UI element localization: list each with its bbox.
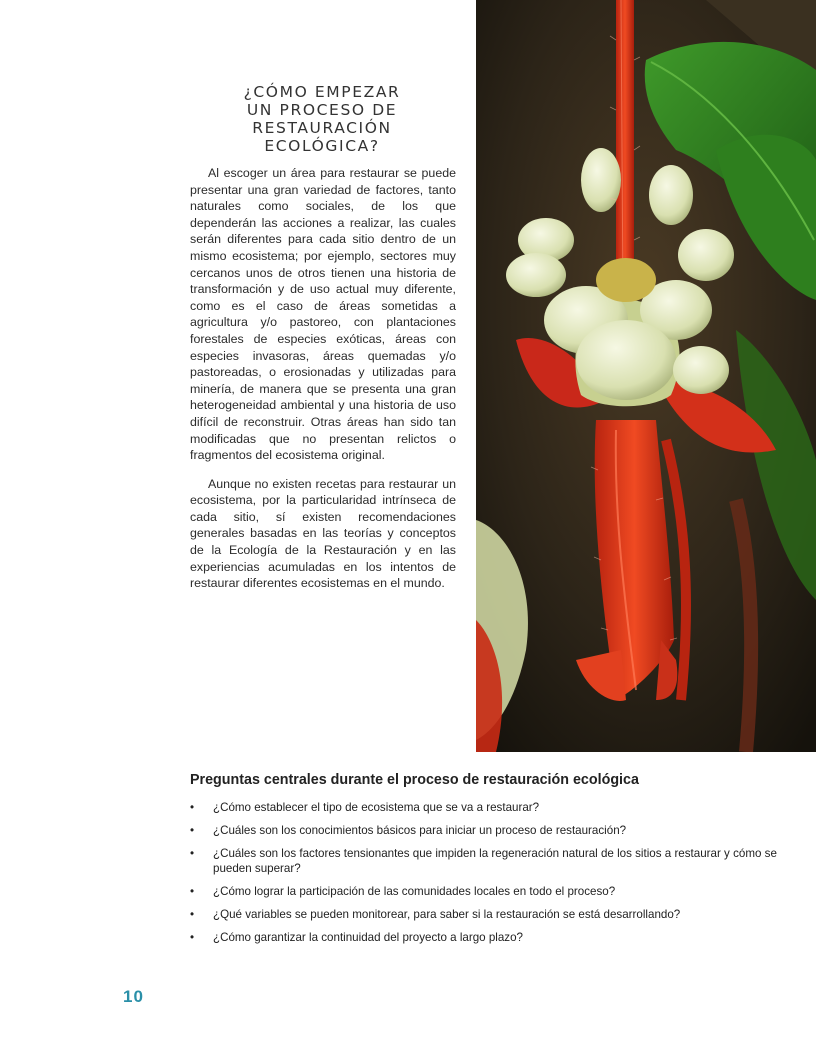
- bullet-icon: •: [190, 885, 195, 898]
- body-text-column: [190, 165, 456, 604]
- body-paragraph: Al escoger un área para restaurar se puede presentar una gran variedad de factores, tanto naturales como sociales, de los que dependerán las acciones a realizar, las cuales serán diferentes para cada sitio dentro de un mismo ecosistema; por ejemplo, sectores muy cercanos unos de otros tienen una historia de transformación y de uso actual muy diferente, como es el caso de áreas sometidas a agricultura y/o pastoreo, con plantaciones forestales de especies exóticas, áreas con especies invasoras, áreas quemadas y/o pastoreadas, o erosionadas y utilizadas para minería, de manera que se presenta una gran heterogeneidad ambiental y una historia de uso difícil de reconstruir. Otras áreas han sido tan modificadas que no presentan relictos o fragmentos del ecosistema original.: [190, 166, 456, 463]
- question-text: ¿Cuáles son los factores tensionantes que impiden la regeneración natural de los sitios a restaurar y cómo se pueden superar?: [213, 847, 777, 875]
- title-line: ¿CÓMO EMPEZAR: [243, 83, 401, 102]
- section-title: [190, 83, 454, 155]
- question-text: ¿Qué variables se pueden monitorear, para saber si la restauración se está desarrollando?: [213, 908, 681, 921]
- body-paragraph: Aunque no existen recetas para restaurar un ecosistema, por la particularidad intrínseca de cada sitio, sí existen recomendaciones generales basadas en las teorías y conceptos de la Ecología de la Restauración y en las experiencias acumuladas en los intentos de restaurar diferentes ecosistemas en el mundo.: [190, 476, 456, 591]
- list-item: [190, 907, 790, 922]
- list-item: [190, 800, 790, 815]
- title-line: ECOLÓGICA?: [264, 137, 380, 156]
- central-questions-box: [190, 772, 790, 953]
- bullet-icon: •: [190, 801, 195, 814]
- page-number: 10: [123, 987, 144, 1006]
- bullet-icon: •: [190, 824, 195, 837]
- list-item: [190, 930, 790, 945]
- bullet-icon: •: [190, 931, 195, 944]
- question-text: ¿Cómo lograr la participación de las comunidades locales en todo el proceso?: [213, 885, 616, 898]
- list-item: [190, 846, 790, 876]
- questions-heading: Preguntas centrales durante el proceso de restauración ecológica: [190, 772, 639, 788]
- list-item: [190, 823, 790, 838]
- question-text: ¿Cómo garantizar la continuidad del proyecto a largo plazo?: [213, 931, 523, 944]
- list-item: [190, 884, 790, 899]
- red-tubular-flower-photo-icon: [476, 0, 816, 752]
- question-text: ¿Cómo establecer el tipo de ecosistema que se va a restaurar?: [213, 801, 540, 814]
- bullet-icon: •: [190, 908, 195, 921]
- title-line: UN PROCESO DE: [246, 101, 398, 120]
- title-line: RESTAURACIÓN: [252, 119, 392, 138]
- bullet-icon: •: [190, 847, 195, 860]
- question-text: ¿Cuáles son los conocimientos básicos para iniciar un proceso de restauración?: [213, 824, 627, 837]
- flower-photo: [476, 0, 816, 752]
- questions-list: [190, 800, 790, 945]
